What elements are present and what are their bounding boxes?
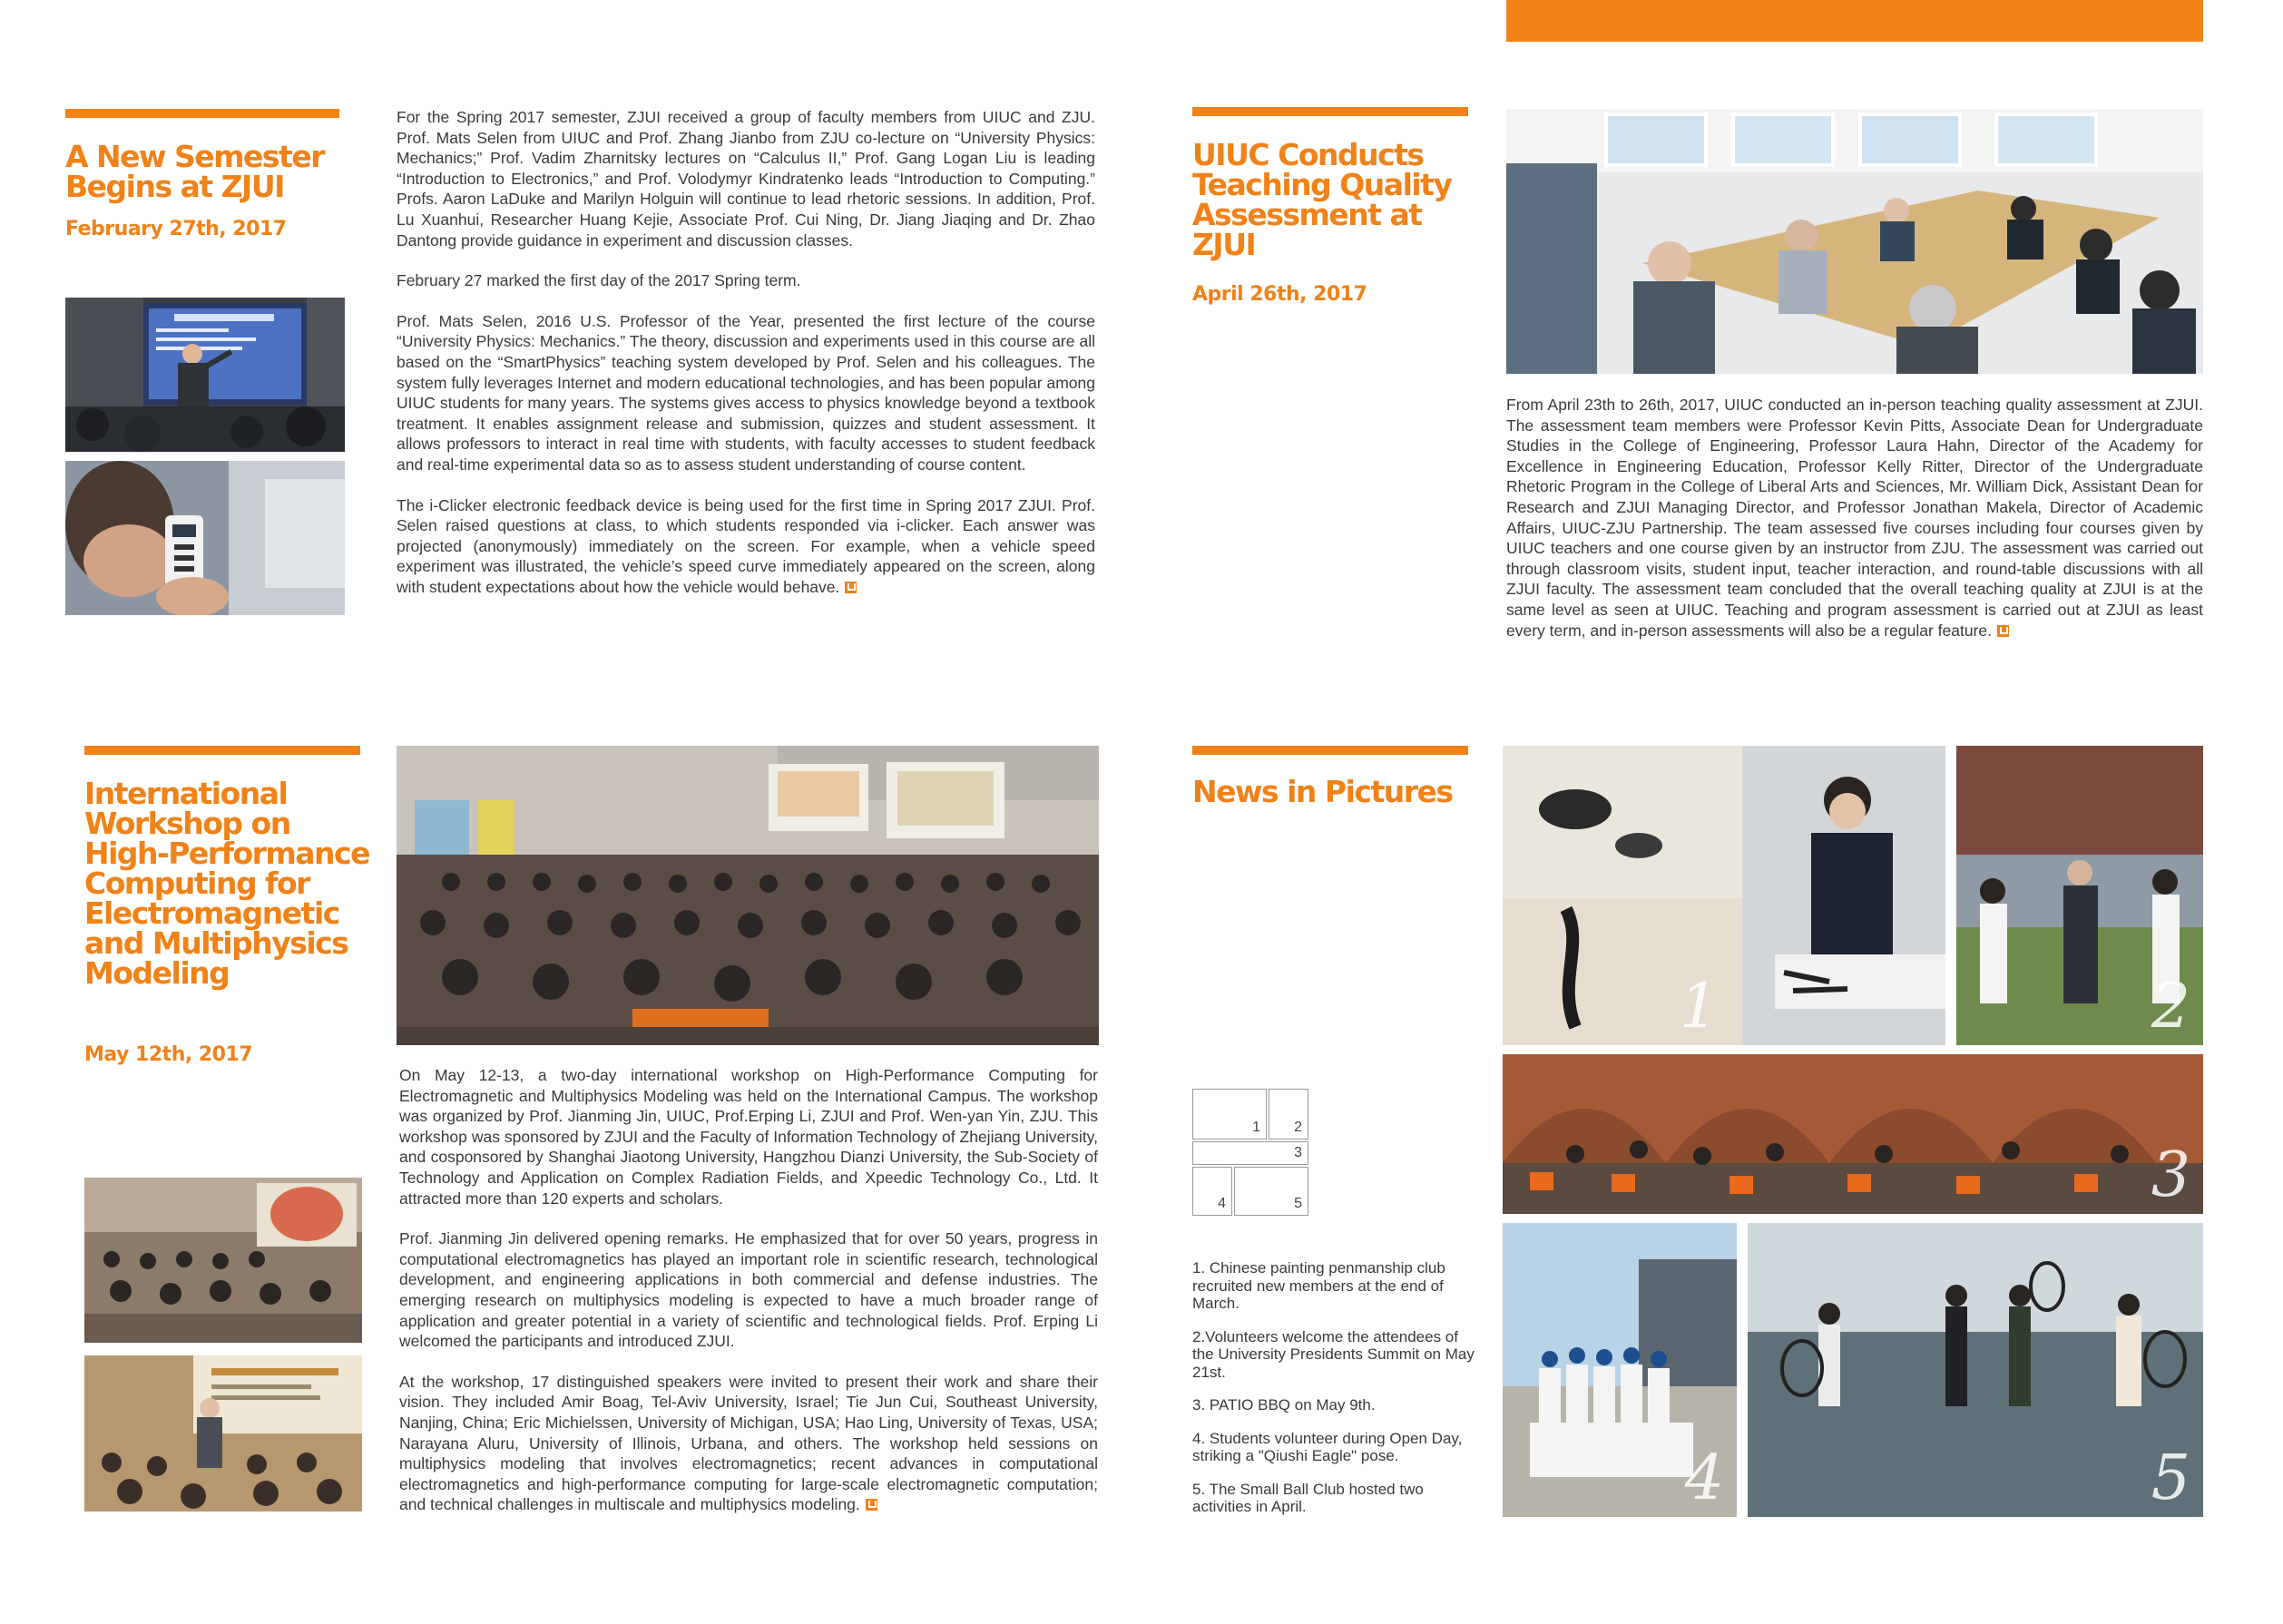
legend-cell-2: 2 bbox=[1269, 1089, 1308, 1140]
news-photo-3 bbox=[1503, 1054, 2203, 1214]
article2-accent-bar bbox=[1192, 107, 1468, 116]
article3-title: International Workshop on High-Performance Computing for Electromagnetic and Multiphysics Modeling bbox=[84, 776, 369, 991]
workshop-hall-photo bbox=[397, 746, 1099, 1045]
photo-number-3: 3 bbox=[2151, 1140, 2190, 1211]
end-of-article-icon bbox=[845, 582, 857, 593]
news-photo-4 bbox=[1503, 1223, 1737, 1517]
caption-2: 2.Volunteers welcome the attendees of the University Presidents Summit on May 21st. bbox=[1192, 1327, 1475, 1381]
legend-cell-3: 3 bbox=[1192, 1141, 1308, 1165]
workshop-audience-photo bbox=[84, 1178, 362, 1343]
top-accent-bar bbox=[1506, 0, 2203, 42]
photo-number-1: 1 bbox=[1679, 971, 1719, 1042]
article1-date: February 27th, 2017 bbox=[65, 218, 287, 240]
caption-5: 5. The Small Ball Club hosted two activities in April. bbox=[1192, 1480, 1424, 1515]
legend-cell-5: 5 bbox=[1234, 1167, 1308, 1216]
article1-body: For the Spring 2017 semester, ZJUI received a group of faculty members from UIUC and ZJU. Prof. Mats Selen from UIUC and Prof. Zhang Jianbo from ZJU co-lecture on “University Physics: Mechanics;” Prof. Vadim Zharnitsky lectures on “Calculus II,” Prof. Gang Logan Liu is leading “Introduction to Electronics,” and Prof. Volodymyr Kindratenko leads “Introduction to Computing.” Profs. Aaron LaDuke and Marilyn Holguin will continue to lead rhetoric sessions. In addition, Prof. Lu Xuanhui, Researcher Huang Kejie, Associate Prof. Cui Ning, Dr. Jiang Jiaqing and Dr. Zhao Dantong provide guidance in experiment and discussion classes. February 27 marked the first day of the 2017 Spring term. Prof. Mats Selen, 2016 U.S. Professor of the Year, presented the first lecture of the course “University Physics: Mechanics.” The theory, discussion and experiments used in this course are all based on the “SmartPhysics” teaching system developed by Prof. Selen and his colleagues. The system fully leverages Internet and modern educational technologies, and has been popular among UIUC students for many years. The systems gives access to physics knowledge beyond a textbook treatment. It enables assignment release and submission, quizzes and student assessment. It allows professors to interact in real time with students, with faculty accesses to student feedback and real-time experimental data so as to assess student understanding of course content. The i-Clicker electronic feedback device is being used for the first time in Spring 2017 ZJUI. Prof. Selen raised questions at class, to which students responded via i-clicker. Each answer was projected (anonymously) immediately on the screen. For example, when a vehicle speed experiment was illustrated, the vehicle’s speed curve immediately appeared on the screen, along with student expectations about how the vehicle would behave. bbox=[397, 108, 1095, 596]
assessment-meeting-photo bbox=[1506, 109, 2203, 374]
article3-body: On May 12-13, a two-day international workshop on High-Performance Computing for Electromagnetic and Multiphysics Modeling was held on the International Campus. The workshop was organized by Prof. Jianming Jin, UIUC, Prof.Erping Li, ZJUI and Prof. Wen-yan Yin, ZJU. This workshop was sponsored by ZJUI and the Faculty of Information Technology of Zhejiang University, and cosponsored by Shanghai Jiaotong University, Hangzhou Dianzi University, the Sub-Society of Technology and Application on Complex Radiation Fields, and Xpeedic Technology Co., Ltd. It attracted more than 120 experts and scholars. Prof. Jianming Jin delivered opening remarks. He emphasized that for over 50 years, progress in computational electromagnetics has played an important role in scientific research, technological development, and engineering applications in both commercial and defense industries. The emerging research on multiphysics modeling is expected to have a much broader range of application and greater potential in a variety of scientific and technological fields. Prof. Erping Li welcomed the participants and introduced ZJUI. At the workshop, 17 distinguished speakers were invited to present their work and share their vision. They included Amir Boag, Tel-Aviv University, Israel; Tie Jun Cui, Southeast University, Nanjing, China; Eric Michielssen, University of Michigan, USA; Hao Ling, University of Texas, USA; Narayana Aluru, University of Illinois, Urbana, and others. The workshop held sessions on multiphysics modeling that involves electromagnetics; recent advances in computational electromagnetics and high-performance computing for large-scale electromagnetic computation; and technical challenges in multiscale and multiphysics modeling. bbox=[399, 1066, 1098, 1514]
article2-date: April 26th, 2017 bbox=[1192, 283, 1367, 306]
workshop-speaker-photo bbox=[84, 1355, 362, 1511]
legend-cell-1: 1 bbox=[1192, 1089, 1267, 1140]
article2-title: UIUC Conducts Teaching Quality Assessment at ZJUI bbox=[1192, 137, 1452, 262]
article3-accent-bar bbox=[84, 746, 360, 755]
article1-accent-bar bbox=[65, 109, 339, 118]
caption-1: 1. Chinese painting penmanship club recruited new members at the end of March. bbox=[1192, 1259, 1445, 1312]
news-title: News in Pictures bbox=[1192, 774, 1453, 809]
news-photo-2 bbox=[1956, 746, 2203, 1045]
clicker-photo bbox=[65, 461, 345, 615]
news-photo-1 bbox=[1503, 746, 1945, 1045]
legend-cell-4: 4 bbox=[1192, 1167, 1232, 1216]
end-of-article-icon bbox=[866, 1499, 877, 1511]
article1-title: A New Semester Begins at ZJUI bbox=[65, 139, 324, 204]
caption-4: 4. Students volunteer during Open Day, striking a "Qiushi Eagle" pose. bbox=[1192, 1429, 1463, 1464]
article3-date: May 12th, 2017 bbox=[84, 1043, 253, 1066]
photo-number-5: 5 bbox=[2151, 1443, 2190, 1514]
photo-number-4: 4 bbox=[1684, 1443, 1724, 1514]
caption-3: 3. PATIO BBQ on May 9th. bbox=[1192, 1396, 1376, 1414]
news-captions bbox=[1192, 1259, 1483, 1531]
end-of-article-icon bbox=[1997, 625, 2009, 637]
news-photo-5 bbox=[1748, 1223, 2203, 1517]
news-accent-bar bbox=[1192, 746, 1468, 755]
article2-body: From April 23th to 26th, 2017, UIUC conducted an in-person teaching quality assessment at ZJUI. The assessment team members were Professor Kevin Pitts, Associate Dean for Undergraduate Studies in the College of Engineering, Professor Laura Hahn, Director of the Academy for Excellence in Engineering Education, Professor Kelly Ritter, Director of the Undergraduate Rhetoric Program in the College of Liberal Arts and Sciences, Mr. William Dick, Assistant Dean for Research and ZJUI Managing Director, and Professor Jonathan Makela, Director of Academic Affairs, UIUC-ZJU Partnership. The team assessed five courses including four courses given by UIUC teachers and one course given by an instructor from ZJU. The assessment was carried out through classroom visits, student input, teacher interaction, and round-table discussions with all ZJUI faculty. The assessment team concluded that the overall teaching quality at ZJUI is at the same level as seen at UIUC. Teaching and program assessment is carried out at ZJUI as least every term, and in-person assessments will also be a regular feature. bbox=[1506, 396, 2203, 640]
photo-number-2: 2 bbox=[2151, 971, 2190, 1042]
lecture-photo bbox=[65, 298, 345, 452]
